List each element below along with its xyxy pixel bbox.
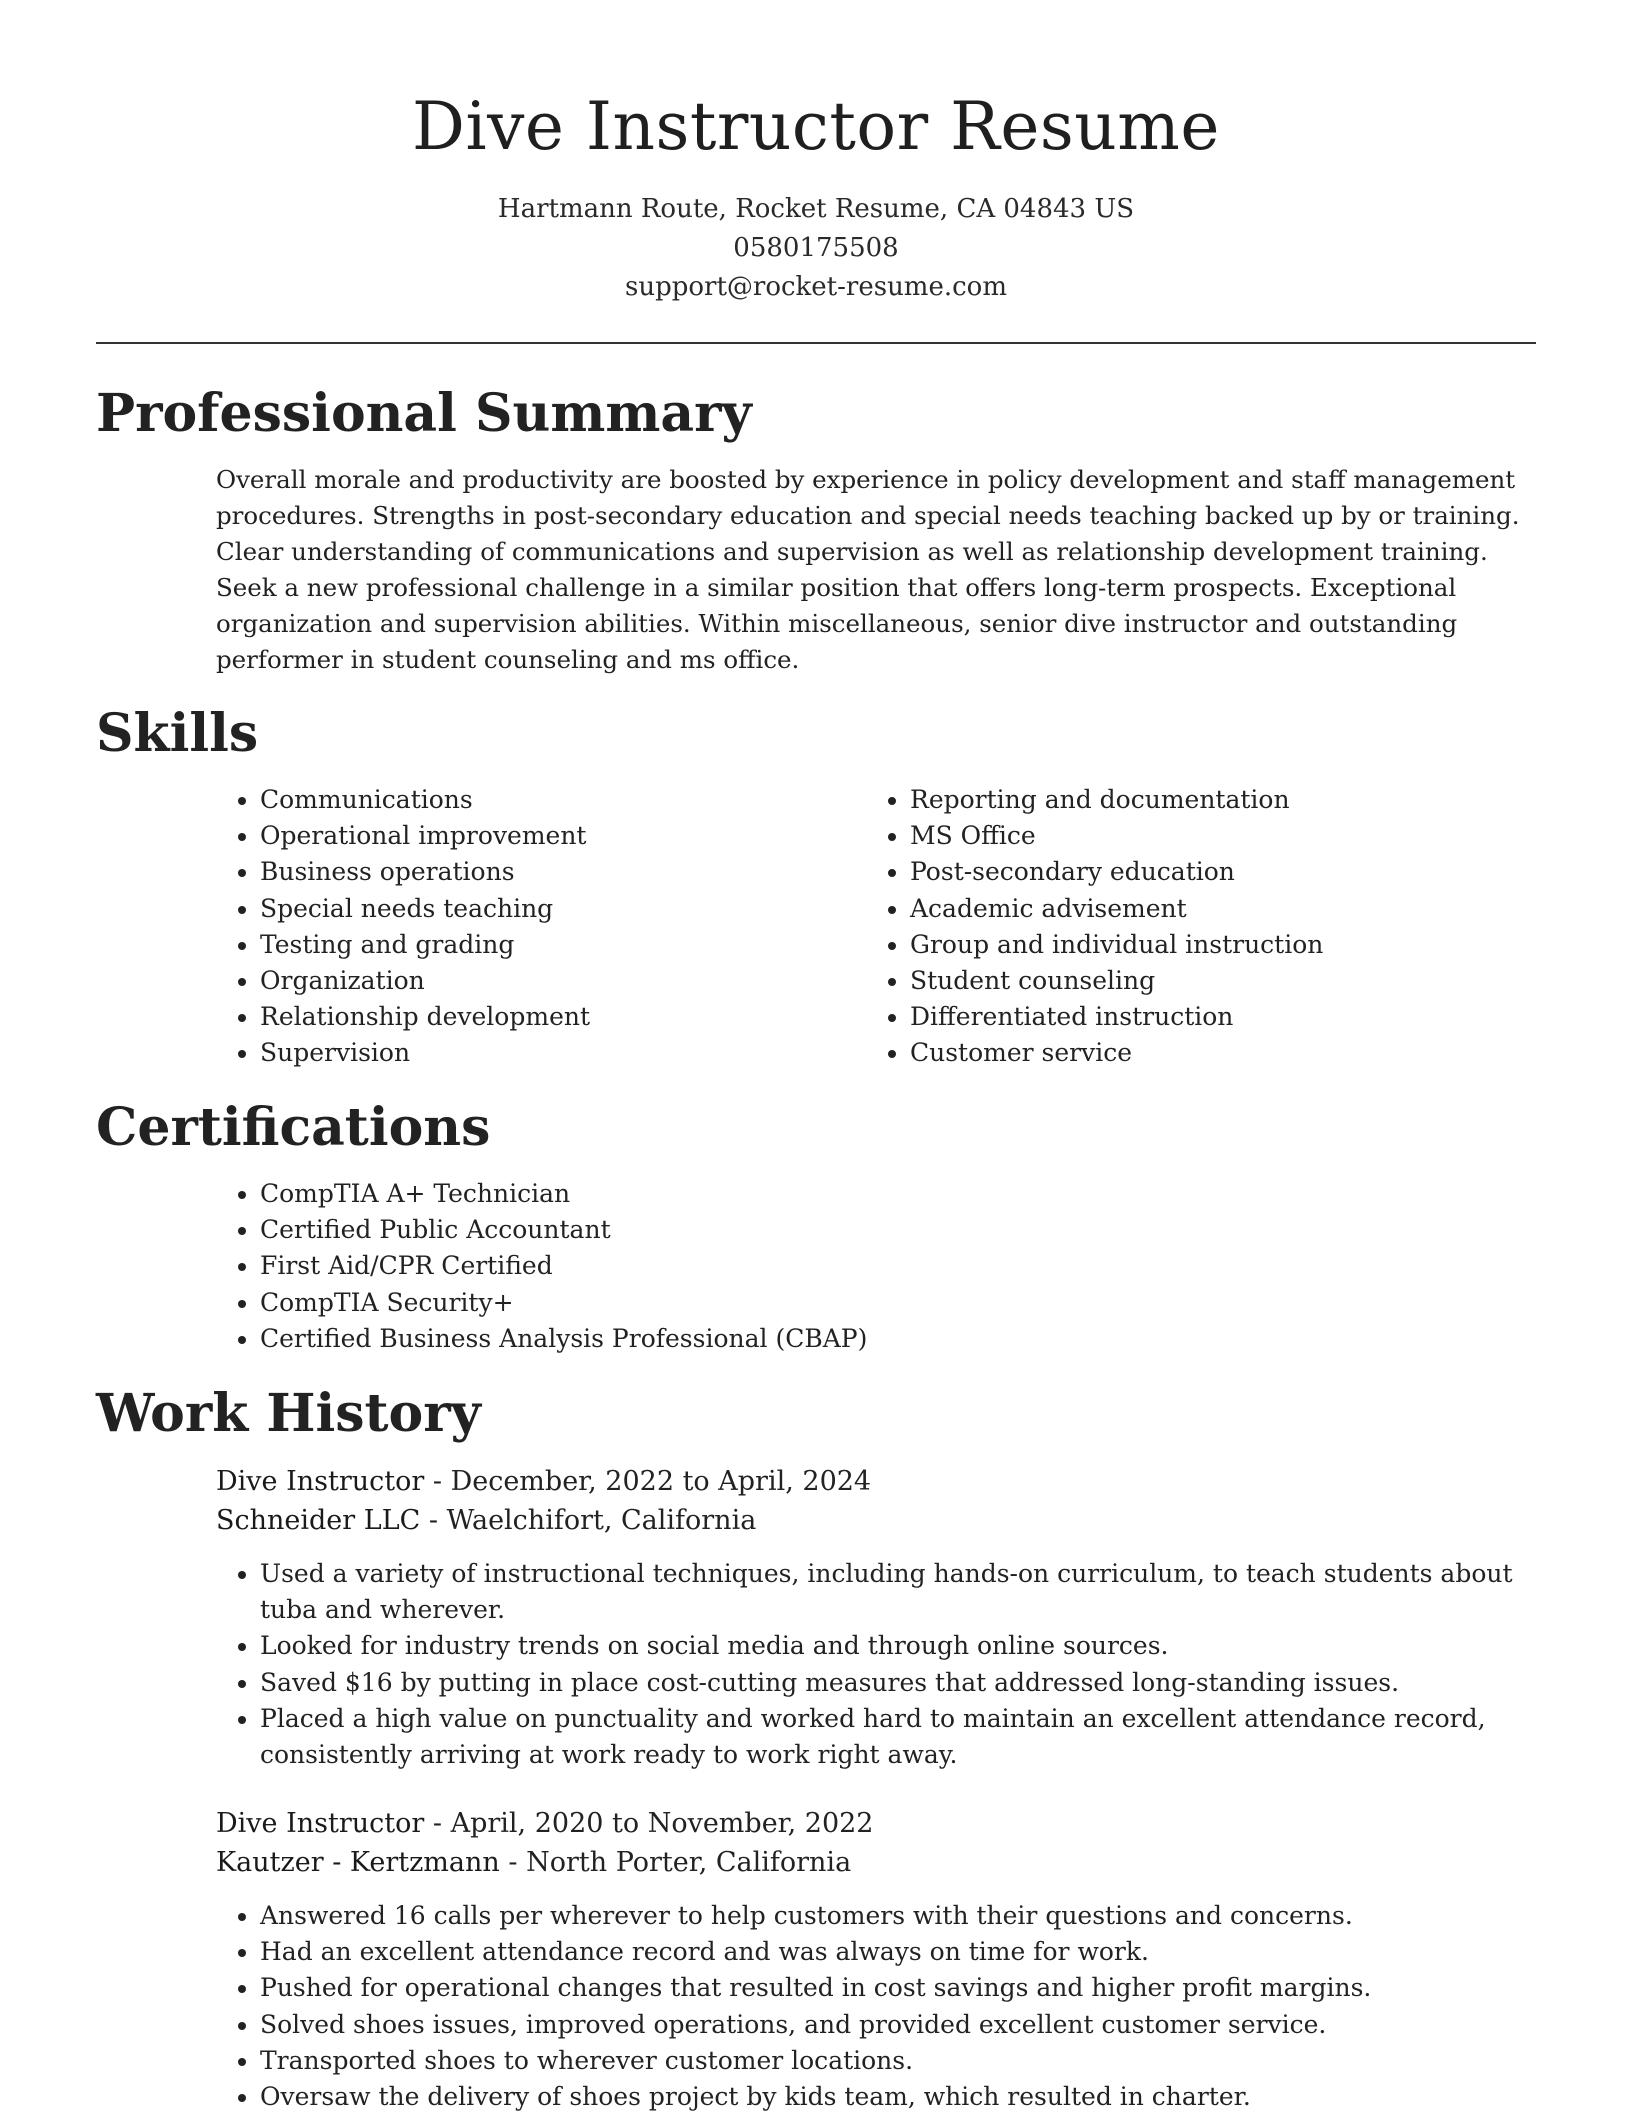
contact-block	[0, 190, 1632, 307]
certifications-list	[216, 1176, 1560, 1357]
skill-item: • Post-secondary education	[910, 854, 1570, 890]
job-location: - North Porter, California	[499, 1847, 852, 1878]
skill-item: • Reporting and documentation	[910, 782, 1570, 818]
contact-email: support@rocket-resume.com	[624, 272, 1007, 302]
job-bullet: • Used a variety of instructional techniques, including hands-on curriculum, to teach students about tuba and wherever.	[260, 1556, 1560, 1628]
job-bullet: • Saved $16 by putting in place cost-cutting measures that addressed long-standing issues.	[260, 1665, 1560, 1701]
skill-item: • Student counseling	[910, 963, 1570, 999]
job-title-line	[216, 1804, 874, 1843]
skill-item: • Differentiated instruction	[910, 999, 1570, 1035]
job-bullet: • Pushed for operational changes that resulted in cost savings and higher profit margins.	[260, 1970, 1560, 2006]
certification-item: • CompTIA A+ Technician	[260, 1176, 1560, 1212]
skill-item: • Academic advisement	[910, 891, 1570, 927]
job-bullet: • Transported shoes to wherever customer locations.	[260, 2043, 1560, 2079]
certifications-heading: Certifications	[96, 1097, 491, 1158]
job-title: Dive Instructor	[216, 1808, 425, 1839]
skill-item: • Business operations	[260, 854, 860, 890]
job-title-line	[216, 1462, 871, 1501]
job-bullet: • Placed a high value on punctuality and worked hard to maintain an excellent attendance record, consistently arriving at work ready to work right away.	[260, 1701, 1560, 1773]
job-bullet: • Answered 16 calls per wherever to help customers with their questions and concerns.	[260, 1898, 1560, 1934]
skill-item: • Communications	[260, 782, 860, 818]
job-bullets	[216, 1898, 1560, 2115]
contact-address: Hartmann Route, Rocket Resume, CA 04843 US	[497, 194, 1135, 224]
job-bullet: • Solved shoes issues, improved operations, and provided excellent customer service.	[260, 2007, 1560, 2043]
skills-list-right	[866, 782, 1570, 1072]
job-location: - Waelchifort, California	[420, 1505, 757, 1536]
certification-item: • First Aid/CPR Certified	[260, 1248, 1560, 1284]
skill-item: • Testing and grading	[260, 927, 860, 963]
skill-item: • Group and individual instruction	[910, 927, 1570, 963]
job-dates: - April, 2020 to November, 2022	[424, 1808, 874, 1839]
skill-item: • Relationship development	[260, 999, 860, 1035]
contact-phone: 0580175508	[733, 233, 899, 263]
summary-heading: Professional Summary	[96, 383, 752, 444]
certification-item: • Certified Business Analysis Professional (CBAP)	[260, 1321, 1560, 1357]
skill-item: • Organization	[260, 963, 860, 999]
work-history-heading: Work History	[96, 1383, 481, 1444]
skill-item: • MS Office	[910, 818, 1570, 854]
job-dates: - December, 2022 to April, 2024	[424, 1466, 872, 1497]
resume-title: Dive Instructor Resume	[412, 88, 1220, 165]
skill-item: • Customer service	[910, 1035, 1570, 1071]
job-title: Dive Instructor	[216, 1466, 425, 1497]
job-company: Schneider LLC	[216, 1505, 421, 1536]
job-bullet: • Oversaw the delivery of shoes project by kids team, which resulted in charter.	[260, 2079, 1560, 2115]
certification-item: • CompTIA Security+	[260, 1285, 1560, 1321]
header-divider	[96, 342, 1536, 344]
skill-item: • Supervision	[260, 1035, 860, 1071]
job-company-line	[216, 1501, 756, 1540]
job-bullets	[216, 1556, 1560, 1773]
job-company-line	[216, 1843, 851, 1882]
job-bullet: • Had an excellent attendance record and was always on time for work.	[260, 1934, 1560, 1970]
skill-item: • Operational improvement	[260, 818, 860, 854]
summary-text: Overall morale and productivity are boosted by experience in policy development and staff management procedures. Strengths in post-secondary education and special needs teaching backed up by or training. Clear understanding of communications and supervision as well as relationship development training. Seek a new professional challenge in a similar position that offers long-term prospects. Exceptional organization and supervision abilities. Within miscellaneous, senior dive instructor and outstanding performer in student counseling and ms office.	[216, 465, 1520, 674]
skills-heading: Skills	[96, 703, 259, 764]
skill-item: • Special needs teaching	[260, 891, 860, 927]
skills-list-left	[216, 782, 860, 1072]
certification-item: • Certified Public Accountant	[260, 1212, 1560, 1248]
job-company: Kautzer - Kertzmann	[216, 1847, 500, 1878]
job-bullet: • Looked for industry trends on social media and through online sources.	[260, 1628, 1560, 1664]
